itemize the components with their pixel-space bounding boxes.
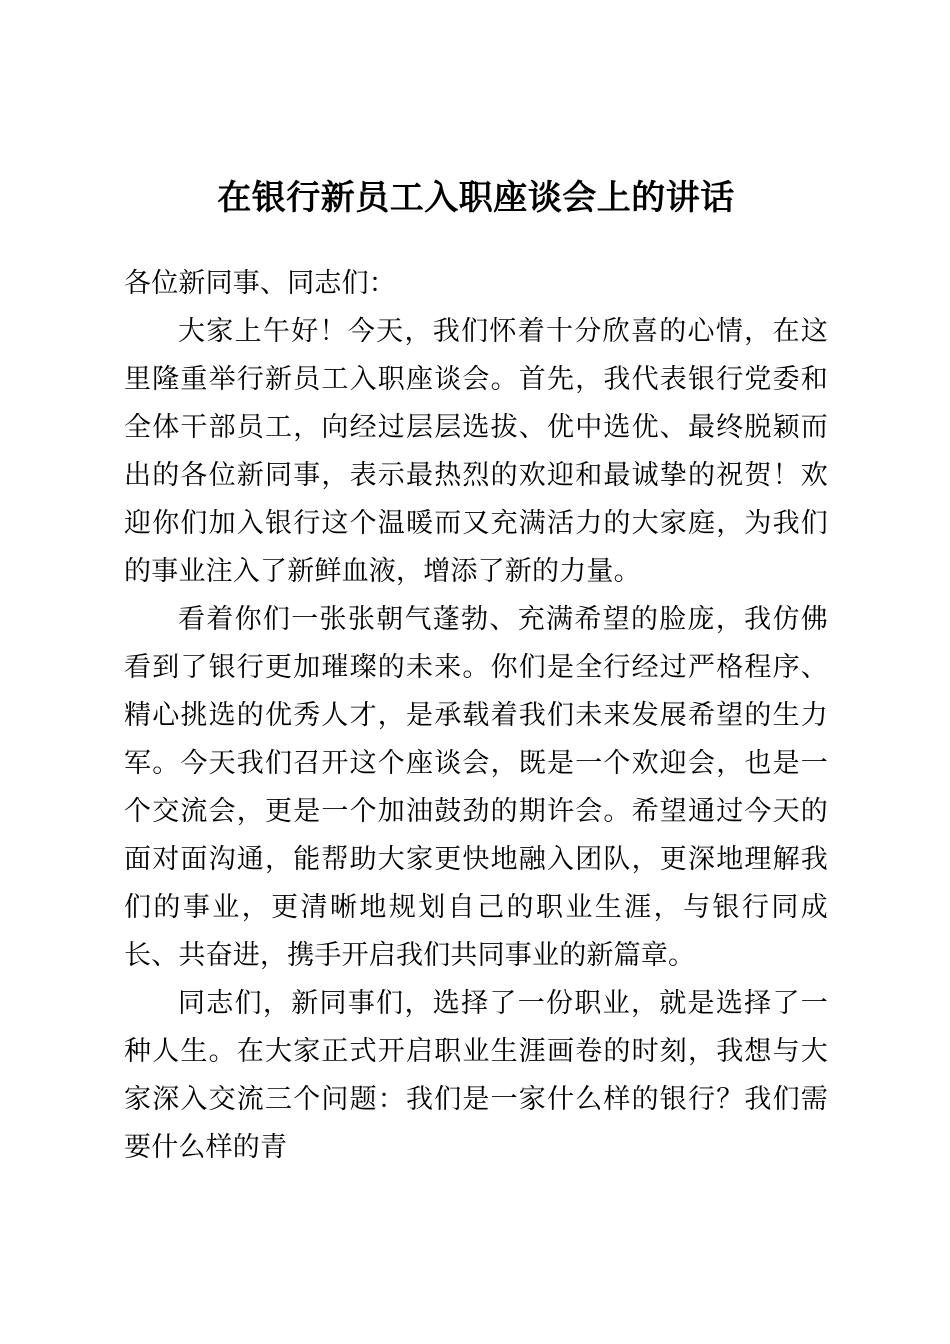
page-title: 在银行新员工入职座谈会上的讲话 (217, 178, 735, 218)
salutation: 各位新同事、同志们： (124, 268, 396, 299)
document-body (124, 0, 828, 1172)
body-paragraph-1: 大家上午好！今天，我们怀着十分欣喜的心情，在这里隆重举行新员工入职座谈会。首先，我代表银行党委和全体干部员工，向经过层层选拔、优中选优、最终脱颖而出的各位新同事，表示最热烈的欢迎和最诚挚的祝贺！欢迎你们加入银行这个温暖而又充满活力的大家庭，为我们的事业注入了新鲜血液，增添了新的力量。 (124, 316, 828, 587)
body-paragraph-3: 同志们，新同事们，选择了一份职业，就是选择了一种人生。在大家正式开启职业生涯画卷的时刻，我想与大家深入交流三个问题：我们是一家什么样的银行？我们需要什么样的青 (124, 988, 828, 1163)
body-paragraph-2: 看着你们一张张朝气蓬勃、充满希望的脸庞，我仿佛看到了银行更加璀璨的未来。你们是全行经过严格程序、精心挑选的优秀人才，是承载着我们未来发展希望的生力军。今天我们召开这个座谈会，既是一个欢迎会，也是一个交流会，更是一个加油鼓劲的期许会。希望通过今天的面对面沟通，能帮助大家更快地融入团队，更深地理解我们的事业，更清晰地规划自己的职业生涯，与银行同成长、共奋进，携手开启我们共同事业的新篇章。 (124, 604, 828, 971)
